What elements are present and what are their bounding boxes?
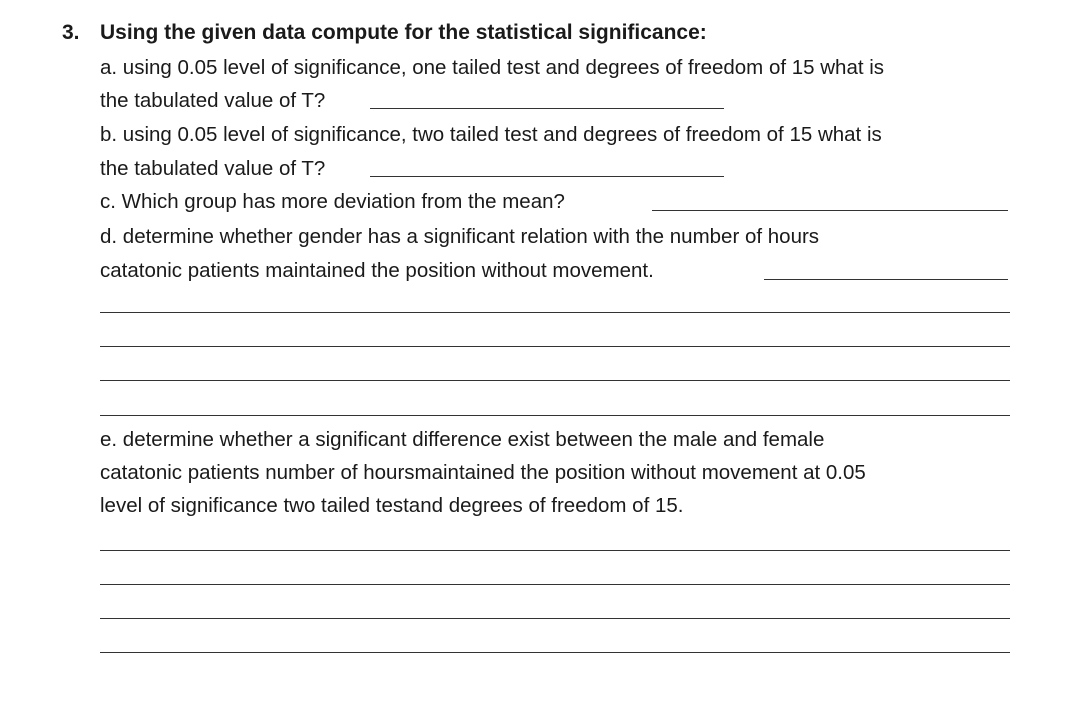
- item-e-answer-line-2[interactable]: [100, 584, 1010, 585]
- item-d-line-1: d. determine whether gender has a significant relation with the number of hours: [100, 225, 820, 248]
- item-e-line-3: level of significance two tailed testand degrees of freedom of 15.: [100, 494, 684, 517]
- item-e-line-1: e. determine whether a significant difference exist between the male and female: [100, 428, 825, 451]
- item-d-line-2: catatonic patients maintained the position without movement.: [100, 259, 654, 282]
- item-d-answer-line-2[interactable]: [100, 346, 1010, 347]
- item-c-line-1: c. Which group has more deviation from the mean?: [100, 190, 565, 213]
- item-e-answer-line-3[interactable]: [100, 618, 1010, 619]
- item-a-line-2: the tabulated value of T?: [100, 89, 326, 112]
- item-d-answer-blank[interactable]: [764, 279, 1008, 280]
- question-title: Using the given data compute for the statistical significance:: [100, 21, 707, 44]
- item-b-line-2: the tabulated value of T?: [100, 157, 326, 180]
- item-a-line-1: a. using 0.05 level of significance, one tailed test and degrees of freedom of 15 what is: [100, 56, 885, 79]
- item-b-answer-blank[interactable]: [370, 176, 724, 177]
- item-a-answer-blank[interactable]: [370, 108, 724, 109]
- item-d-answer-line-1[interactable]: [100, 312, 1010, 313]
- item-c-answer-blank[interactable]: [652, 210, 1008, 211]
- item-d-answer-line-4[interactable]: [100, 415, 1010, 416]
- item-d-answer-line-3[interactable]: [100, 380, 1010, 381]
- item-e-answer-line-1[interactable]: [100, 550, 1010, 551]
- item-e-line-2: catatonic patients number of hoursmaintained the position without movement at 0.05: [100, 461, 866, 484]
- item-e-answer-line-4[interactable]: [100, 652, 1010, 653]
- question-number: 3.: [62, 21, 80, 44]
- item-b-line-1: b. using 0.05 level of significance, two tailed test and degrees of freedom of 15 what is: [100, 123, 882, 146]
